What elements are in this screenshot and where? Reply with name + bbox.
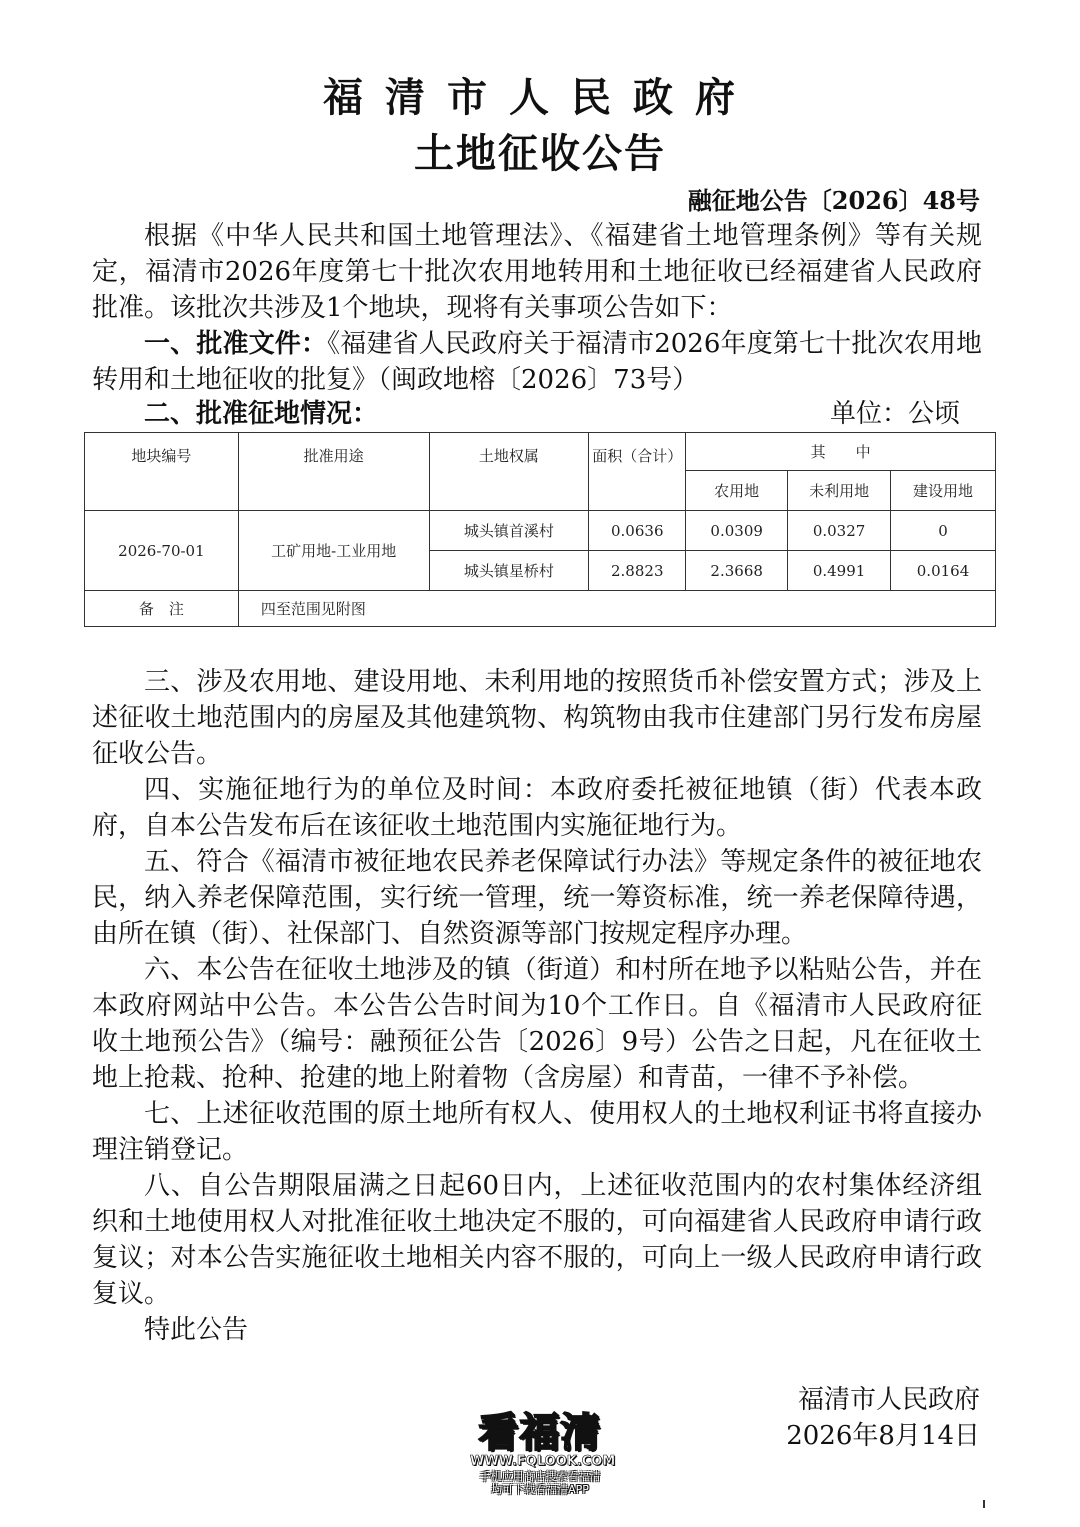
header-unused: 未利用地	[788, 471, 891, 511]
plot-number-cell: 2026-70-01	[85, 511, 239, 591]
construction-cell: 0.0164	[891, 551, 996, 591]
farmland-cell: 0.0309	[686, 511, 788, 551]
paragraph-7: 七、上述征收范围的原土地所有权人、使用权人的土地权利证书将直接办理注销登记。	[92, 1099, 982, 1165]
header-among: 其 中	[686, 433, 996, 471]
header-ownership: 土地权属	[429, 433, 589, 511]
notice-title: 土地征收公告	[414, 130, 666, 177]
construction-cell: 0	[891, 511, 996, 551]
signature-org: 福清市人民政府	[797, 1385, 980, 1415]
paragraph-8: 八、自公告期限届满之日起60日内，上述征收范围内的农村集体经济组织和土地使用权人对批准征收土地决定不服的，可向福建省人民政府申请行政复议；对本公告实施征收土地相关内容不服的，可向上一级人民政府申请行政复议。	[92, 1171, 982, 1309]
watermark-tagline-1: 手机应用商店搜索看福清	[479, 1470, 601, 1483]
header-plot-no: 地块编号	[85, 433, 239, 511]
signature-date: 2026年8月14日	[786, 1421, 980, 1451]
remark-value: 四至范围见附图	[238, 591, 995, 627]
remark-row	[85, 591, 996, 627]
remark-label: 备 注	[85, 591, 239, 627]
document-number: 融征地公告〔2026〕48号	[687, 186, 980, 215]
watermark-tagline-2: 均可下载看福清APP	[491, 1483, 589, 1496]
header-farmland: 农用地	[686, 471, 788, 511]
ownership-cell: 城头镇首溪村	[429, 511, 589, 551]
unit-label: 单位：公顷	[829, 399, 960, 429]
section-1-text: 《福建省人民政府关于福清市2026年度第七十批次农用地转用和土地征收的批复》（闽政地榕〔2026〕73号）	[92, 329, 982, 395]
closing-line: 特此公告	[144, 1315, 249, 1345]
watermark-brand: 看福清	[478, 1410, 602, 1456]
watermark-logo	[470, 1410, 616, 1496]
unused-cell: 0.0327	[788, 511, 891, 551]
unused-cell: 0.4991	[788, 551, 891, 591]
paragraph-5: 五、符合《福清市被征地农民养老保障试行办法》等规定条件的被征地农民，纳入养老保障范围，实行统一管理，统一筹资标准，统一养老保障待遇，由所在镇（街）、社保部门、自然资源等部门按规定程序办理。	[92, 847, 982, 949]
area-total-cell: 0.0636	[589, 511, 686, 551]
notice-title-issuer: 福清市人民政府	[323, 74, 757, 121]
section-1-paragraph	[92, 326, 982, 398]
header-use: 批准用途	[238, 433, 429, 511]
land-table	[84, 432, 996, 627]
watermark-url: WWW.FQLOOK.COM	[470, 1454, 616, 1469]
page-mark	[983, 1500, 985, 1508]
farmland-cell: 2.3668	[686, 551, 788, 591]
intro-paragraph: 根据《中华人民共和国土地管理法》、《福建省土地管理条例》等有关规定，福清市2026年度第七十批次农用地转用和土地征收已经福建省人民政府批准。该批次共涉及1个地块，现将有关事项公告如下：	[92, 221, 982, 323]
table-row	[85, 511, 996, 551]
ownership-cell: 城头镇星桥村	[429, 551, 589, 591]
section-2-label: 二、批准征地情况：	[144, 399, 379, 429]
paragraph-6: 六、本公告在征收土地涉及的镇（街道）和村所在地予以粘贴公告，并在本政府网站中公告。本公告公告时间为10个工作日。自《福清市人民政府征收土地预公告》（编号：融预征公告〔2026〕9号）公告之日起，凡在征收土地上抢栽、抢种、抢建的地上附着物（含房屋）和青苗，一律不予补偿。	[92, 955, 982, 1093]
area-total-cell: 2.8823	[589, 551, 686, 591]
paragraph-4: 四、实施征地行为的单位及时间：本政府委托被征地镇（街）代表本政府，自本公告发布后在该征收土地范围内实施征地行为。	[92, 775, 982, 841]
header-area-total: 面积（合计）	[589, 433, 686, 511]
section-1-label: 一、批准文件：	[144, 329, 328, 359]
header-construction: 建设用地	[891, 471, 996, 511]
paragraph-3: 三、涉及农用地、建设用地、未利用地的按照货币补偿安置方式；涉及上述征收土地范围内的房屋及其他建筑物、构筑物由我市住建部门另行发布房屋征收公告。	[92, 667, 982, 769]
use-cell: 工矿用地-工业用地	[238, 511, 429, 591]
